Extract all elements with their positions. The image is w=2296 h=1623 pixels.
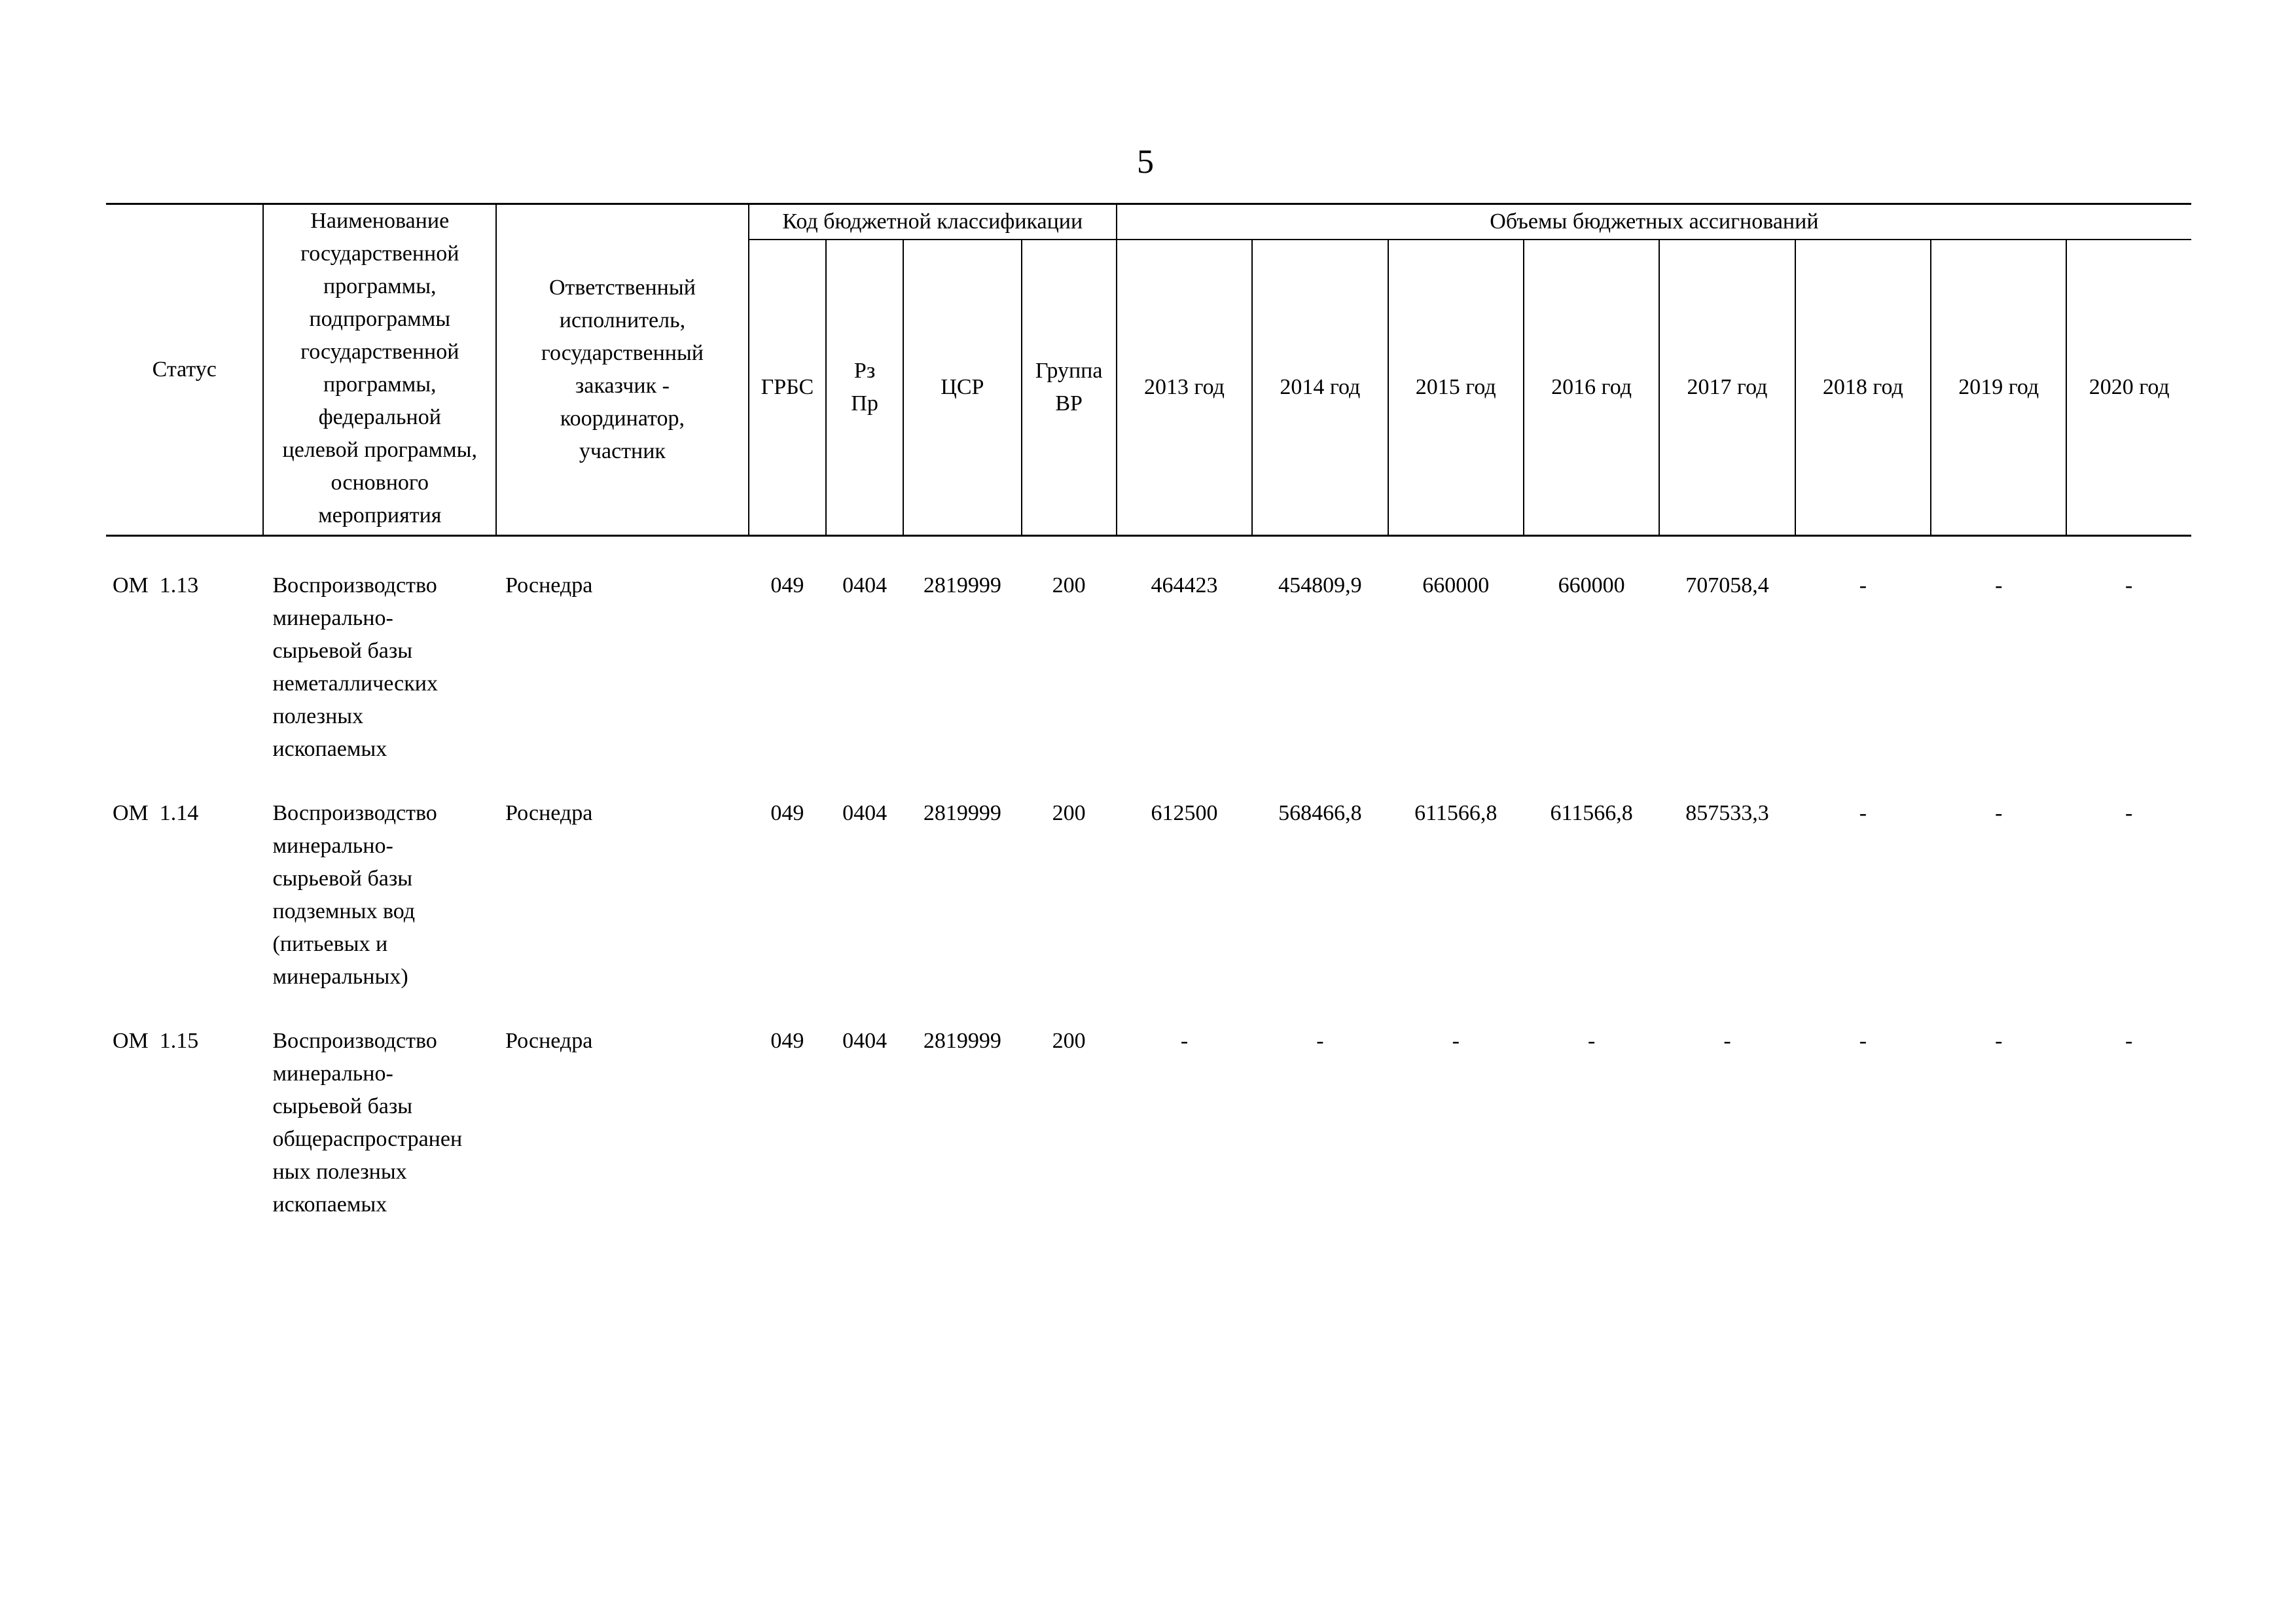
row-name-line: ных полезных — [272, 1160, 407, 1184]
row-value-2014: - — [1316, 1029, 1324, 1053]
header-allocations-group: Объемы бюджетных ассигнований — [1117, 204, 2191, 240]
header-executor-line: заказчик - — [575, 374, 670, 398]
budget-table — [106, 203, 2191, 1253]
row-status: ОМ 1.13 — [113, 573, 199, 597]
row-name-line: Воспроизводство — [272, 1029, 437, 1053]
row-value-2018: - — [1859, 801, 1867, 825]
row-value-2015: 611566,8 — [1414, 801, 1498, 825]
header-executor-line: исполнитель, — [559, 308, 686, 332]
row-name-line: Воспроизводство — [272, 573, 437, 597]
table-row — [106, 797, 2191, 1025]
row-name-line: общераспространен — [272, 1127, 463, 1151]
header-rzpr-line: Пр — [851, 391, 878, 416]
header-name-line: государственной — [300, 340, 459, 364]
header-name-line: программы, — [323, 274, 437, 298]
row-name-line: сырьевой базы — [272, 639, 413, 663]
row-name-line: подземных вод — [272, 899, 416, 923]
header-year-2016: 2016 год — [1524, 240, 1659, 536]
header-status: Статус — [106, 204, 263, 536]
row-value-2018: - — [1859, 573, 1867, 597]
table-row — [106, 569, 2191, 797]
header-year-2015: 2015 год — [1388, 240, 1524, 536]
row-executor: Роснедра — [505, 1029, 593, 1053]
header-csr: ЦСР — [903, 240, 1021, 536]
row-value-2014: 454809,9 — [1278, 573, 1362, 597]
row-value-2017: 707058,4 — [1685, 573, 1769, 597]
header-name-line: программы, — [323, 372, 437, 397]
header-name-line: подпрограммы — [309, 307, 451, 331]
row-name — [263, 569, 496, 797]
row-value-2017: 857533,3 — [1685, 801, 1769, 825]
row-name-line: сырьевой базы — [272, 866, 413, 891]
header-year-2019: 2019 год — [1931, 240, 2066, 536]
header-vr-line: ВР — [1055, 391, 1083, 416]
header-rzpr — [826, 240, 903, 536]
row-value-2019: - — [1995, 1029, 2003, 1053]
row-name-line: Воспроизводство — [272, 801, 437, 825]
header-name-line: целевой программы, — [282, 438, 477, 462]
header-year-2017: 2017 год — [1659, 240, 1795, 536]
row-rzpr: 0404 — [842, 573, 888, 597]
header-grbs: ГРБС — [749, 240, 826, 536]
row-value-2020: - — [2125, 573, 2133, 597]
row-name-line: минеральных) — [272, 965, 408, 989]
row-csr: 2819999 — [923, 801, 1001, 825]
header-program-name — [263, 204, 496, 536]
row-name-line: полезных — [272, 704, 364, 728]
row-value-2020: - — [2125, 1029, 2133, 1053]
row-csr: 2819999 — [923, 1029, 1001, 1053]
row-name-line: минерально- — [272, 1061, 393, 1086]
row-executor: Роснедра — [505, 801, 593, 825]
header-executor-line: Ответственный — [548, 276, 696, 300]
header-budget-code-group: Код бюджетной классификации — [749, 204, 1117, 240]
page-number: 5 — [1137, 143, 1154, 181]
row-status: ОМ 1.14 — [113, 801, 199, 825]
row-name — [263, 1025, 496, 1253]
table-row — [106, 1025, 2191, 1253]
row-status: ОМ 1.15 — [113, 1029, 199, 1053]
row-value-2015: - — [1452, 1029, 1460, 1053]
row-grbs: 049 — [770, 801, 804, 825]
row-value-2013: 464423 — [1151, 573, 1218, 597]
row-name-line: минерально- — [272, 606, 393, 630]
row-value-2019: - — [1995, 573, 2003, 597]
row-name-line: минерально- — [272, 834, 393, 858]
row-value-2020: - — [2125, 801, 2133, 825]
row-csr: 2819999 — [923, 573, 1001, 597]
header-executor-line: участник — [579, 439, 666, 463]
row-value-2016: - — [1587, 1029, 1596, 1053]
header-rzpr-line: Рз — [853, 359, 876, 383]
header-name-line: Наименование — [310, 209, 450, 233]
header-name-line: государственной — [300, 241, 459, 266]
row-grbs: 049 — [770, 1029, 804, 1053]
row-rzpr: 0404 — [842, 801, 888, 825]
row-executor: Роснедра — [505, 573, 593, 597]
row-value-2016: 660000 — [1558, 573, 1625, 597]
header-name-line: мероприятия — [318, 503, 442, 527]
header-year-2014: 2014 год — [1252, 240, 1388, 536]
row-vr: 200 — [1052, 573, 1086, 597]
header-vr-line: Группа — [1035, 359, 1103, 383]
row-value-2015: 660000 — [1422, 573, 1490, 597]
row-grbs: 049 — [770, 573, 804, 597]
row-vr: 200 — [1052, 801, 1086, 825]
header-executor-line: координатор, — [560, 406, 685, 431]
row-value-2013: - — [1180, 1029, 1189, 1053]
row-value-2017: - — [1723, 1029, 1731, 1053]
row-value-2013: 612500 — [1151, 801, 1218, 825]
header-name-line: федеральной — [318, 405, 441, 429]
row-value-2018: - — [1859, 1029, 1867, 1053]
header-name-line: основного — [331, 471, 429, 495]
header-year-2018: 2018 год — [1795, 240, 1931, 536]
header-vr — [1022, 240, 1117, 536]
row-name-line: ископаемых — [272, 737, 387, 761]
row-name-line: (питьевых и — [272, 932, 388, 956]
row-name-line: сырьевой базы — [272, 1094, 413, 1118]
row-vr: 200 — [1052, 1029, 1086, 1053]
header-year-2020: 2020 год — [2066, 240, 2191, 536]
row-name-line: ископаемых — [272, 1192, 387, 1217]
row-value-2014: 568466,8 — [1278, 801, 1362, 825]
header-executor — [496, 204, 749, 536]
row-name — [263, 797, 496, 1025]
table-spacer — [106, 536, 2191, 570]
row-value-2016: 611566,8 — [1550, 801, 1633, 825]
row-value-2019: - — [1995, 801, 2003, 825]
header-executor-line: государственный — [541, 341, 704, 365]
header-year-2013: 2013 год — [1117, 240, 1252, 536]
row-name-line: неметаллических — [272, 671, 438, 696]
row-rzpr: 0404 — [842, 1029, 888, 1053]
